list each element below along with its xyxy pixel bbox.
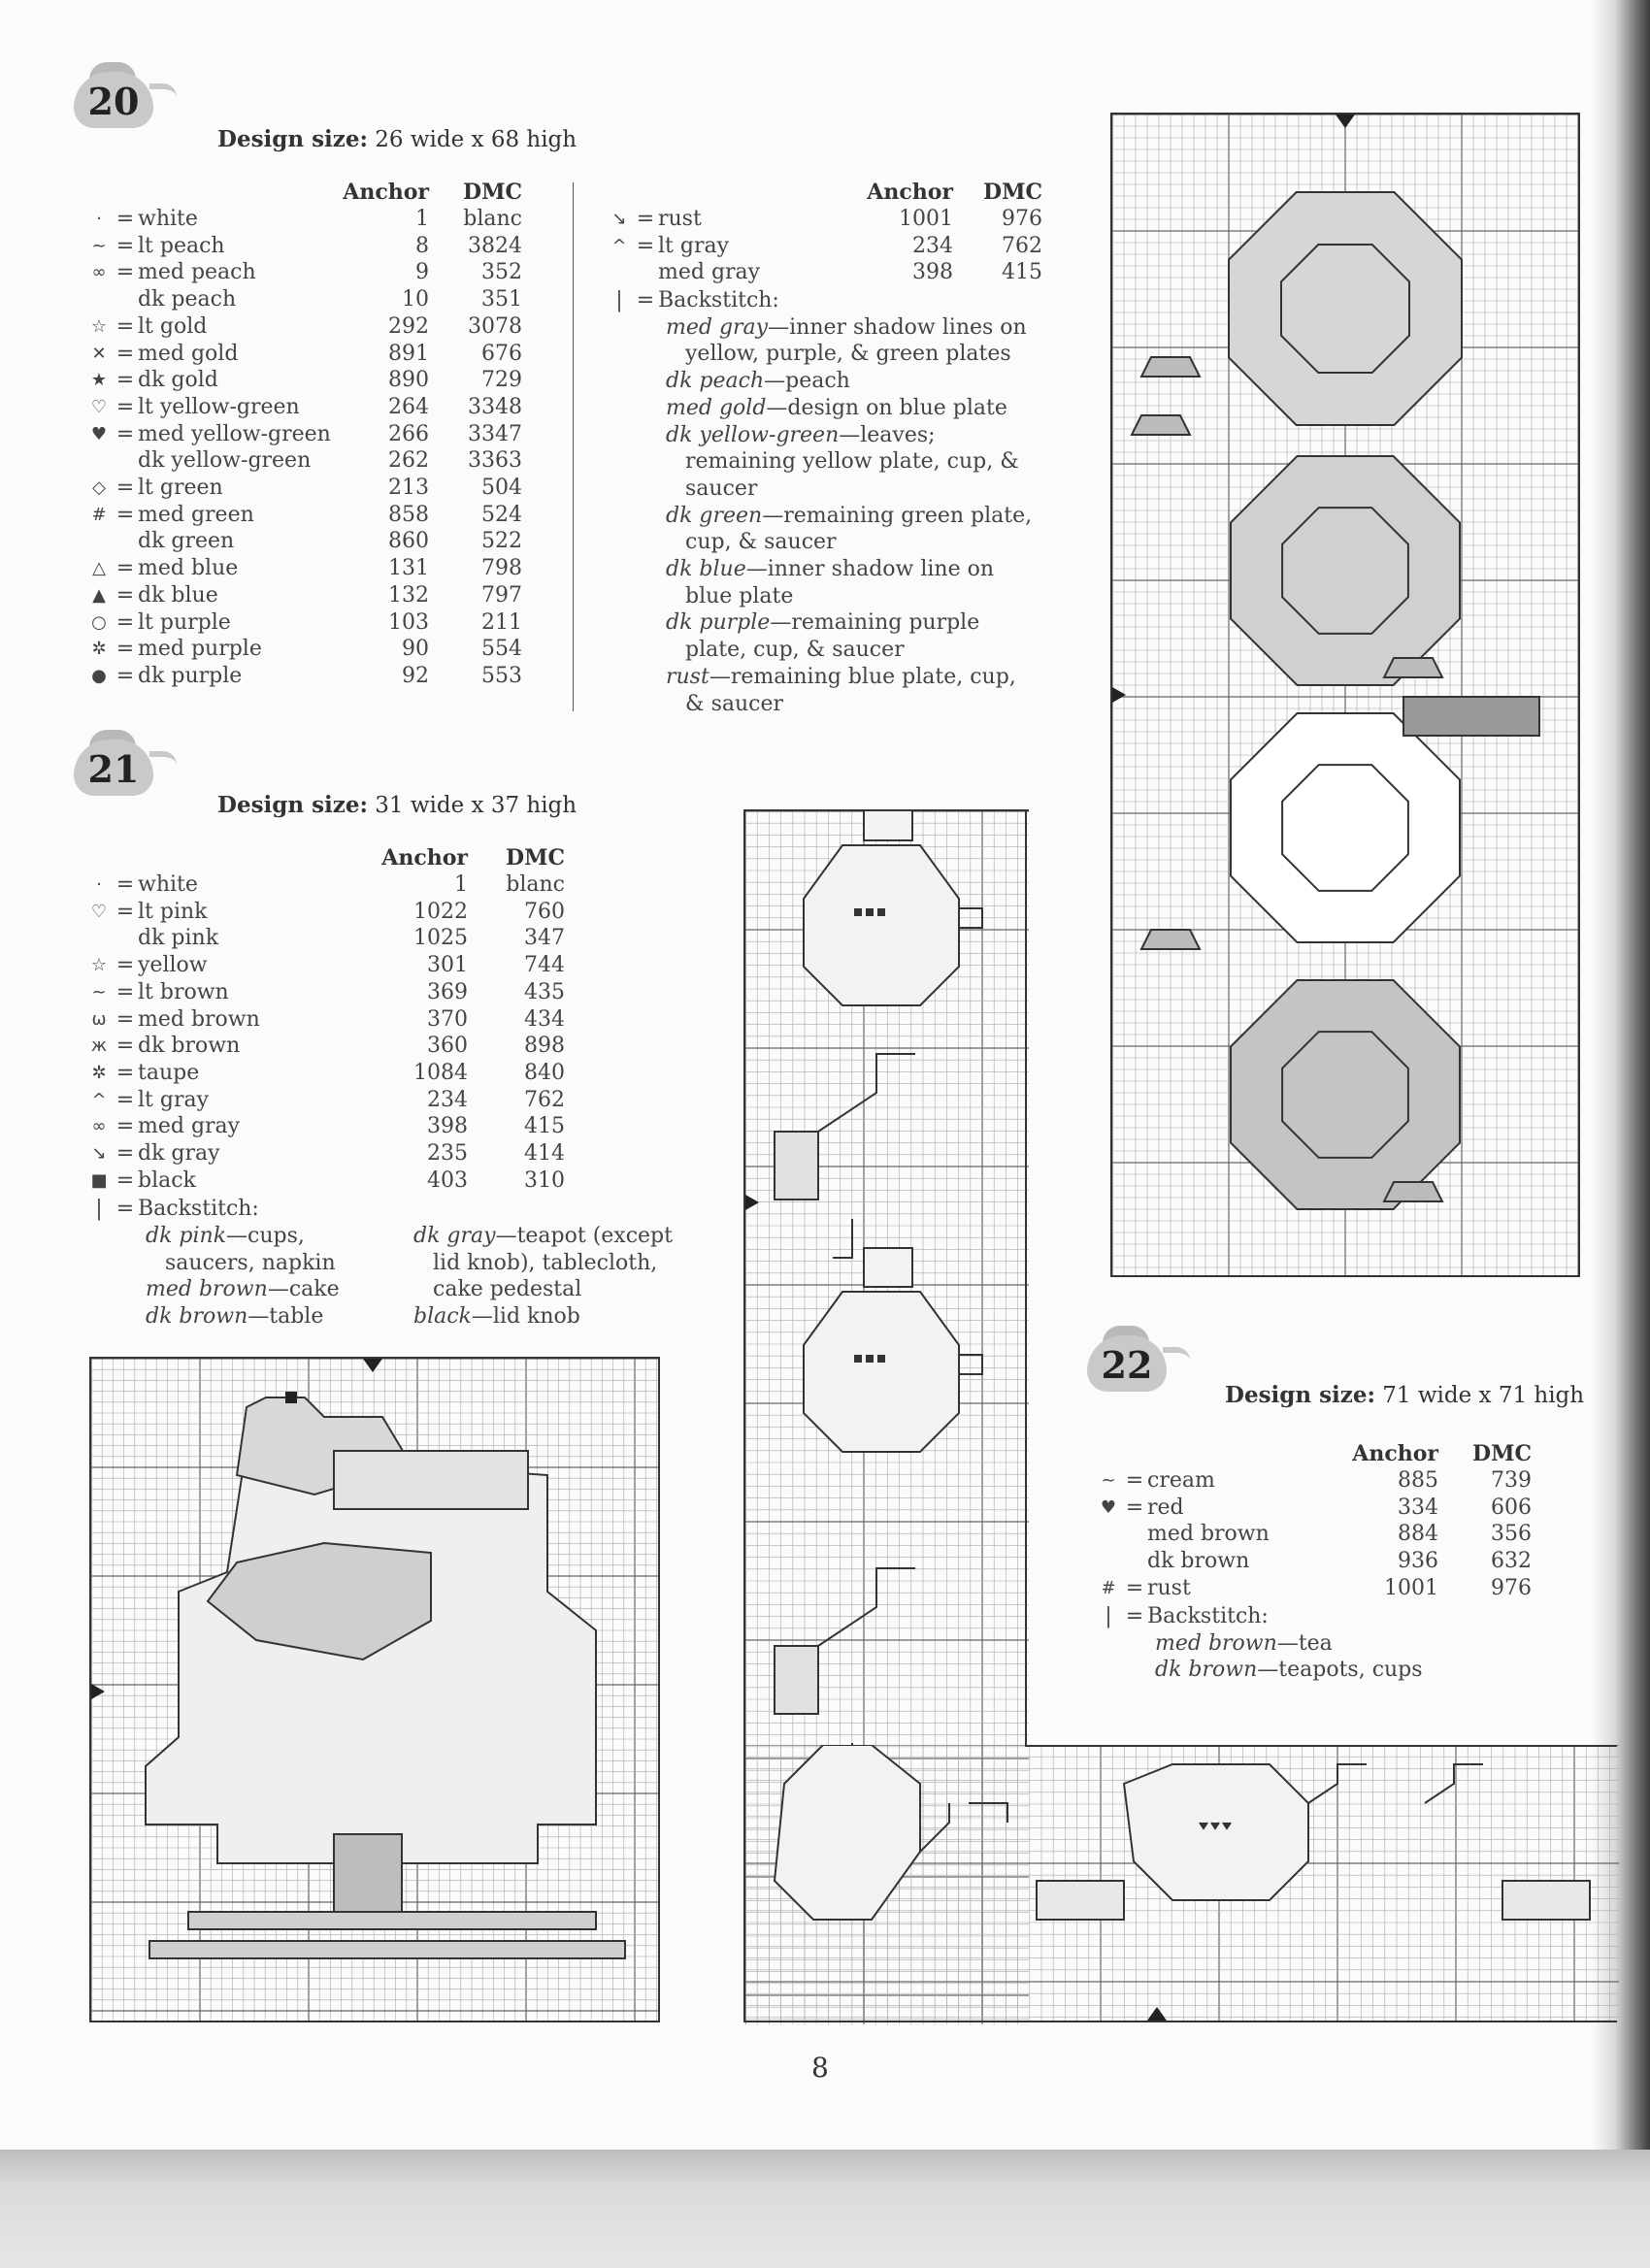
- design-22-color-key: [1095, 1440, 1532, 1602]
- equals: =: [116, 233, 135, 258]
- design-21-key-rows: [85, 871, 565, 1194]
- design-21-number: 21: [87, 747, 140, 791]
- anchor-number: 1001: [1384, 1575, 1438, 1600]
- page-number: 8: [811, 2052, 829, 2084]
- equals: =: [1125, 1468, 1144, 1493]
- color-name: lt green: [138, 476, 223, 501]
- key-row: [85, 925, 565, 952]
- anchor-number: 398: [912, 260, 953, 285]
- anchor-header: Anchor: [867, 180, 953, 205]
- symbol-glyph: ●: [91, 665, 107, 686]
- symbol-glyph: ω: [91, 1008, 107, 1030]
- dmc-number: 435: [524, 979, 565, 1004]
- key-row: [1095, 1467, 1532, 1495]
- dmc-number: 522: [481, 529, 522, 554]
- color-name: med gray: [658, 260, 761, 285]
- backstitch-entry: dk pink—cups,: [146, 1224, 305, 1248]
- anchor-number: 370: [427, 1006, 468, 1032]
- anchor-number: 131: [388, 556, 429, 581]
- color-name: med peach: [138, 260, 256, 285]
- anchor-number: 884: [1398, 1522, 1438, 1547]
- equals: =: [116, 899, 135, 924]
- anchor-number: 1: [415, 207, 429, 231]
- symbol-glyph: ◇: [92, 477, 106, 499]
- column-divider: [573, 182, 574, 711]
- color-name: rust: [1147, 1575, 1191, 1600]
- design-22-pattern-grid-horizontal: [745, 1745, 1619, 2021]
- symbol-glyph: [85, 925, 113, 952]
- key-row: [85, 475, 522, 502]
- key-row: [85, 1140, 565, 1167]
- key-row: [1095, 1495, 1532, 1522]
- equals: [1122, 1548, 1147, 1575]
- symbol-glyph: ♡: [90, 901, 108, 922]
- equals: =: [1125, 1575, 1144, 1600]
- symbol-glyph: [1095, 1521, 1122, 1548]
- color-name: rust: [658, 207, 702, 231]
- design-21-color-key: [85, 844, 565, 1194]
- equals: =: [116, 953, 135, 978]
- design-22-chart-horizontal: [743, 1745, 1617, 2022]
- anchor-number: 301: [427, 953, 468, 978]
- dmc-number: 606: [1491, 1495, 1532, 1520]
- backstitch-entry: dk purple—remaining purple: [666, 610, 980, 636]
- equals: =: [116, 582, 135, 608]
- equals: =: [116, 556, 135, 581]
- key-row: [606, 259, 1042, 286]
- equals: [113, 447, 138, 475]
- color-name: med brown: [1147, 1522, 1270, 1547]
- dmc-number: 3824: [468, 233, 522, 258]
- design-22-key-rows: [1095, 1467, 1532, 1602]
- key-row: [85, 394, 522, 421]
- backstitch-entry: med brown—cake: [146, 1277, 340, 1302]
- equals: =: [116, 476, 135, 501]
- color-name: lt yellow-green: [138, 394, 300, 419]
- dmc-number: 351: [481, 287, 522, 312]
- symbol-glyph: ∞: [91, 1116, 107, 1137]
- anchor-number: 9: [415, 260, 429, 285]
- key-row: [85, 421, 522, 448]
- key-row: [85, 286, 522, 313]
- equals: =: [116, 1034, 135, 1059]
- color-name: dk yellow-green: [138, 448, 312, 474]
- equals: =: [116, 260, 135, 285]
- equals: =: [116, 1006, 135, 1032]
- color-name: lt gray: [138, 1087, 210, 1112]
- key-row: [606, 233, 1042, 260]
- equals: =: [116, 872, 135, 897]
- equals: =: [116, 313, 135, 339]
- design-22-badge: [1085, 1326, 1182, 1394]
- dmc-number: 744: [524, 953, 565, 978]
- design-22-size: Design size: 71 wide x 71 high: [1225, 1382, 1585, 1408]
- backstitch-entry: dk brown—teapots, cups: [1155, 1658, 1423, 1683]
- color-name: med yellow-green: [138, 421, 331, 446]
- symbol-glyph: [606, 259, 633, 286]
- symbol-glyph: ·: [96, 209, 102, 229]
- backstitch-entry: dk yellow-green—leaves;: [666, 422, 936, 447]
- anchor-number: 266: [388, 421, 429, 446]
- symbol-glyph: ▲: [92, 584, 106, 606]
- color-name: lt gold: [138, 313, 208, 339]
- dmc-number: 554: [481, 637, 522, 662]
- dmc-number: 762: [524, 1087, 565, 1112]
- anchor-number: 1: [454, 872, 468, 897]
- symbol-glyph: [85, 447, 113, 475]
- equals: =: [116, 1060, 135, 1085]
- dmc-header: DMC: [983, 180, 1042, 205]
- design-22-number: 22: [1101, 1343, 1153, 1387]
- dmc-number: 797: [481, 582, 522, 608]
- anchor-number: 103: [388, 609, 429, 635]
- key-row: [1095, 1548, 1532, 1575]
- design-20-backstitch: | = Backstitch: med gray—inner shadow lines on yellow, purple, & green plates dk peach—peach med gold—design on blue plate dk yellow-green—leaves; remaining yellow plate, cup, & saucer dk green—remaining green plate, cup, & saucer dk blue—inner shadow line on blue plate dk purple—remaining purple plate, cup, & saucer rust—remaining blue plate, cup, & saucer: [606, 287, 1052, 717]
- design-20-color-key: [85, 179, 522, 690]
- anchor-header: Anchor: [381, 845, 468, 871]
- dmc-header: DMC: [506, 845, 565, 871]
- symbol-glyph: ~: [1101, 1470, 1116, 1491]
- dmc-header: DMC: [1472, 1441, 1532, 1466]
- backstitch-entry: dk green—remaining green plate,: [666, 503, 1033, 528]
- equals: =: [116, 421, 135, 446]
- dmc-number: 553: [481, 663, 522, 688]
- anchor-number: 10: [402, 287, 429, 312]
- dmc-number: 676: [481, 341, 522, 366]
- dmc-number: 414: [524, 1141, 565, 1167]
- key-row: [85, 979, 565, 1006]
- key-row: [85, 1060, 565, 1087]
- dmc-number: 347: [524, 926, 565, 951]
- key-row: [85, 341, 522, 368]
- key-row: [85, 1167, 565, 1195]
- symbol-glyph: ✲: [91, 639, 107, 660]
- equals: =: [116, 663, 135, 688]
- color-name: dk pink: [138, 926, 219, 951]
- symbol-glyph: △: [92, 558, 106, 579]
- anchor-number: 262: [388, 448, 429, 474]
- color-name: white: [138, 872, 198, 897]
- design-21-size: Design size: 31 wide x 37 high: [217, 792, 578, 818]
- anchor-number: 92: [402, 663, 429, 688]
- key-row: [1095, 1575, 1532, 1602]
- anchor-number: 858: [388, 502, 429, 527]
- key-row: [85, 1113, 565, 1140]
- color-name: dk brown: [1147, 1549, 1250, 1574]
- symbol-glyph: ~: [91, 981, 107, 1003]
- symbol-glyph: ♡: [90, 396, 108, 417]
- color-name: med purple: [138, 637, 262, 662]
- dmc-number: 415: [524, 1114, 565, 1139]
- design-20-chart: [1110, 113, 1580, 1277]
- dmc-header: DMC: [463, 180, 522, 205]
- key-row: [606, 206, 1042, 233]
- key-row: [85, 447, 522, 475]
- dmc-number: 504: [481, 476, 522, 501]
- dmc-number: 840: [524, 1060, 565, 1085]
- symbol-glyph: ^: [91, 1089, 107, 1110]
- color-name: lt gray: [658, 233, 730, 258]
- color-name: dk green: [138, 529, 235, 554]
- key-row: [85, 555, 522, 582]
- symbol-glyph: ■: [90, 1169, 108, 1191]
- dmc-number: 3347: [468, 421, 522, 446]
- key-row: [85, 528, 522, 555]
- anchor-number: 369: [427, 979, 468, 1004]
- backstitch-entry: med gray—inner shadow lines on: [666, 314, 1027, 340]
- symbol-glyph: ☆: [90, 955, 108, 976]
- equals: =: [116, 207, 135, 231]
- symbol-glyph: ж: [90, 1035, 108, 1057]
- color-name: lt purple: [138, 609, 231, 635]
- dmc-number: 3078: [468, 313, 522, 339]
- symbol-glyph: ○: [91, 611, 107, 633]
- symbol-glyph: [1095, 1548, 1122, 1575]
- symbol-glyph: ✲: [91, 1062, 107, 1083]
- symbol-glyph: ∞: [91, 262, 107, 283]
- anchor-number: 403: [427, 1167, 468, 1193]
- design-20-color-key-right: [606, 179, 1042, 286]
- color-name: white: [138, 207, 198, 231]
- symbol-glyph: [85, 528, 113, 555]
- dmc-number: blanc: [463, 207, 522, 231]
- anchor-number: 890: [388, 368, 429, 393]
- color-name: black: [138, 1167, 196, 1193]
- color-name: lt pink: [138, 899, 208, 924]
- color-name: dk peach: [138, 287, 237, 312]
- design-22-backstitch: | = Backstitch: med brown—tea dk brown—teapots, cups: [1095, 1603, 1541, 1684]
- color-name: med gold: [138, 341, 239, 366]
- anchor-number: 90: [402, 637, 429, 662]
- symbol-glyph: ✕: [91, 343, 107, 364]
- dmc-number: blanc: [506, 872, 565, 897]
- equals: =: [116, 341, 135, 366]
- equals: =: [116, 979, 135, 1004]
- dmc-number: 211: [481, 609, 522, 635]
- color-name: taupe: [138, 1060, 200, 1085]
- dmc-number: 798: [481, 556, 522, 581]
- anchor-number: 234: [427, 1087, 468, 1112]
- design-20-size: Design size: 26 wide x 68 high: [217, 126, 578, 152]
- key-row: [85, 259, 522, 286]
- equals: =: [116, 1167, 135, 1193]
- anchor-number: 213: [388, 476, 429, 501]
- dmc-number: 976: [1002, 207, 1042, 231]
- backstitch-entry: med brown—tea: [1155, 1630, 1333, 1656]
- equals: =: [116, 502, 135, 527]
- equals: [113, 528, 138, 555]
- key-row: [85, 609, 522, 637]
- key-row: [85, 367, 522, 394]
- backstitch-entry: dk peach—peach: [666, 369, 850, 394]
- dmc-number: 310: [524, 1167, 565, 1193]
- backstitch-entry: black—lid knob: [413, 1304, 580, 1330]
- backstitch-entry: dk blue—inner shadow line on: [666, 557, 995, 582]
- design-20-badge: [72, 62, 169, 130]
- color-name: lt peach: [138, 233, 225, 258]
- equals: =: [1125, 1495, 1144, 1520]
- key-row: [85, 582, 522, 609]
- anchor-number: 234: [912, 233, 953, 258]
- scan-bottom-margin: [0, 2150, 1650, 2268]
- backstitch-entry: dk gray—teapot (except: [413, 1224, 673, 1248]
- symbol-glyph: #: [1101, 1577, 1116, 1598]
- backstitch-entry: dk brown—table: [146, 1304, 324, 1330]
- color-name: yellow: [138, 953, 208, 978]
- symbol-glyph: ~: [91, 235, 107, 256]
- symbol-glyph: ☆: [90, 315, 108, 337]
- color-name: dk gold: [138, 368, 218, 393]
- dmc-number: 3363: [468, 448, 522, 474]
- symbol-glyph: ♥: [1100, 1496, 1117, 1518]
- color-name: dk brown: [138, 1034, 241, 1059]
- equals: [113, 925, 138, 952]
- dmc-number: 524: [481, 502, 522, 527]
- color-name: med brown: [138, 1006, 260, 1032]
- dmc-number: 898: [524, 1034, 565, 1059]
- equals: =: [116, 394, 135, 419]
- equals: =: [636, 207, 655, 231]
- backstitch-entry: rust—remaining blue plate, cup,: [666, 664, 1016, 689]
- design-20-key-rows-right: [606, 206, 1042, 286]
- anchor-number: 936: [1398, 1549, 1438, 1574]
- anchor-number: 1001: [899, 207, 953, 231]
- symbol-glyph: ♥: [90, 423, 108, 444]
- anchor-number: 1022: [413, 899, 468, 924]
- color-name: dk purple: [138, 663, 243, 688]
- dmc-number: 356: [1491, 1522, 1532, 1547]
- key-row: [85, 233, 522, 260]
- anchor-number: 1084: [413, 1060, 468, 1085]
- design-21-chart: [89, 1357, 660, 2022]
- equals: =: [116, 637, 135, 662]
- symbol-glyph: ↘: [611, 209, 627, 229]
- design-20-pattern-grid: [1112, 115, 1578, 1275]
- color-name: med green: [138, 502, 254, 527]
- equals: =: [116, 1114, 135, 1139]
- key-row: [85, 952, 565, 979]
- equals: [113, 286, 138, 313]
- design-20-number: 20: [87, 80, 140, 123]
- dmc-number: 729: [481, 368, 522, 393]
- key-row: [85, 313, 522, 341]
- anchor-header: Anchor: [1352, 1441, 1438, 1466]
- symbol-glyph: ^: [611, 235, 627, 256]
- anchor-number: 360: [427, 1034, 468, 1059]
- equals: =: [116, 1087, 135, 1112]
- backstitch-entry: med gold—design on blue plate: [666, 395, 1007, 420]
- anchor-number: 292: [388, 313, 429, 339]
- dmc-number: 352: [481, 260, 522, 285]
- symbol-glyph: [85, 286, 113, 313]
- dmc-number: 762: [1002, 233, 1042, 258]
- key-row: [1095, 1521, 1532, 1548]
- equals: =: [116, 609, 135, 635]
- color-name: dk blue: [138, 582, 218, 608]
- equals: [633, 259, 658, 286]
- color-name: med gray: [138, 1114, 241, 1139]
- equals: =: [636, 233, 655, 258]
- key-row: [85, 1087, 565, 1114]
- dmc-number: 632: [1491, 1549, 1532, 1574]
- color-name: lt brown: [138, 979, 229, 1004]
- equals: =: [116, 368, 135, 393]
- key-row: [85, 663, 522, 690]
- design-21-backstitch: | = Backstitch: dk pink—cups, saucers, napkin med brown—cake dk brown—table dk gray—teapot (except lid knob), tablecloth, cake pedestal black—lid knob: [85, 1196, 707, 1223]
- color-name: med blue: [138, 556, 239, 581]
- design-20-key-rows: [85, 206, 522, 690]
- anchor-header: Anchor: [343, 180, 429, 205]
- anchor-number: 235: [427, 1141, 468, 1167]
- anchor-number: 885: [1398, 1468, 1438, 1493]
- anchor-number: 132: [388, 582, 429, 608]
- key-row: [85, 1033, 565, 1060]
- anchor-number: 264: [388, 394, 429, 419]
- dmc-number: 434: [524, 1006, 565, 1032]
- symbol-glyph: #: [91, 504, 107, 525]
- key-row: [85, 871, 565, 899]
- symbol-glyph: ·: [96, 874, 102, 895]
- anchor-number: 398: [427, 1114, 468, 1139]
- key-row: [85, 636, 522, 663]
- anchor-number: 334: [1398, 1495, 1438, 1520]
- design-21-pattern-grid: [91, 1359, 658, 2021]
- dmc-number: 3348: [468, 394, 522, 419]
- equals: [1122, 1521, 1147, 1548]
- key-row: [85, 502, 522, 529]
- symbol-glyph: ★: [90, 370, 108, 391]
- symbol-glyph: ↘: [91, 1143, 107, 1165]
- anchor-number: 891: [388, 341, 429, 366]
- key-row: [85, 899, 565, 926]
- anchor-number: 8: [415, 233, 429, 258]
- color-name: cream: [1147, 1468, 1215, 1493]
- anchor-number: 1025: [413, 926, 468, 951]
- design-21-badge: [72, 730, 169, 798]
- key-row: [85, 206, 522, 233]
- color-name: red: [1147, 1495, 1184, 1520]
- dmc-number: 760: [524, 899, 565, 924]
- equals: =: [116, 1141, 135, 1167]
- key-row: [85, 1006, 565, 1034]
- dmc-number: 415: [1002, 260, 1042, 285]
- dmc-number: 739: [1491, 1468, 1532, 1493]
- anchor-number: 860: [388, 529, 429, 554]
- dmc-number: 976: [1491, 1575, 1532, 1600]
- color-name: dk gray: [138, 1141, 220, 1167]
